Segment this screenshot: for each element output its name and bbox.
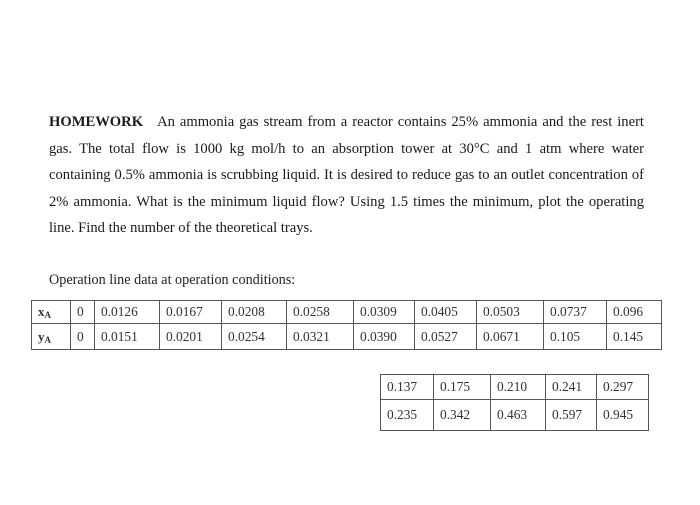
table-caption: Operation line data at operation conditions: (49, 272, 296, 288)
table-cell: 0.0167 (160, 301, 222, 324)
row-label-xa: $x_A$ (32, 301, 71, 324)
table-cell: 0.0201 (160, 324, 222, 350)
operation-line-table-1 (31, 300, 662, 350)
table-cell: 0.297 (597, 375, 649, 400)
table-cell: 0.175 (434, 375, 491, 400)
table-cell: 0.137 (381, 375, 434, 400)
table-cell: 0 (71, 324, 95, 350)
homework-heading: HOMEWORK (49, 114, 144, 130)
table-cell: 0.0309 (354, 301, 415, 324)
table-cell: 0.0321 (287, 324, 354, 350)
table-cell: 0.0151 (95, 324, 160, 350)
table-row-ya-continued (381, 400, 649, 431)
table-cell: 0.210 (491, 375, 546, 400)
table-cell: 0.0258 (287, 301, 354, 324)
table-cell: 0.597 (546, 400, 597, 431)
table-cell: 0 (71, 301, 95, 324)
table-cell: 0.105 (544, 324, 607, 350)
problem-text: An ammonia gas stream from a reactor contains 25% ammonia and the rest inert gas. The total flow is 1000 kg mol/h to an absorption tower at 30°C and 1 atm where water containing 0.5% ammonia is scrubbing liquid. It is desired to reduce gas to an outlet concentration of 2% ammonia. What is the minimum liquid flow? Using 1.5 times the minimum, plot the operating line. Find the number of the theoretical trays. (49, 114, 644, 237)
table-cell: 0.0390 (354, 324, 415, 350)
table-cell: 0.342 (434, 400, 491, 431)
table-cell: 0.0503 (477, 301, 544, 324)
table-cell: 0.241 (546, 375, 597, 400)
problem-statement (49, 109, 644, 242)
table-cell: 0.463 (491, 400, 546, 431)
table-row-xa-continued (381, 375, 649, 400)
operation-line-table-2 (380, 374, 649, 431)
table-cell: 0.0671 (477, 324, 544, 350)
table-cell: 0.0737 (544, 301, 607, 324)
table-cell: 0.0405 (415, 301, 477, 324)
table-cell: 0.0527 (415, 324, 477, 350)
table-cell: 0.0126 (95, 301, 160, 324)
table-cell: 0.0208 (222, 301, 287, 324)
table-cell: 0.235 (381, 400, 434, 431)
table-cell: 0.145 (607, 324, 662, 350)
table-cell: 0.096 (607, 301, 662, 324)
table-cell: 0.945 (597, 400, 649, 431)
table-row-xa (32, 301, 662, 324)
table-cell: 0.0254 (222, 324, 287, 350)
table-row-ya (32, 324, 662, 350)
row-label-ya: $y_A$ (32, 324, 71, 350)
